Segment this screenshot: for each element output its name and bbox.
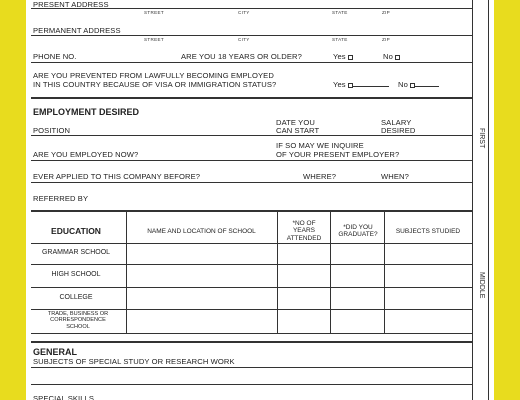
section-divider: [31, 341, 472, 343]
row-label-trade-school: TRADE, BUSINESS OR CORRESPONDENCE SCHOOL: [47, 311, 109, 330]
education-header: EDUCATION: [51, 226, 101, 236]
yes-blank[interactable]: [353, 80, 389, 87]
sidebar-first-label: FIRST: [478, 128, 485, 149]
graduate-header: *DID YOU GRADUATE?: [338, 224, 378, 239]
position-line[interactable]: [31, 135, 472, 136]
years-attended-header: *NO OF YEARS ATTENDED: [286, 220, 322, 242]
present-address-label: PRESENT ADDRESS: [33, 0, 109, 9]
table-row-divider[interactable]: [31, 287, 472, 288]
yes-label: Yes: [333, 52, 346, 61]
row-label-high-school: HIGH SCHOOL: [51, 271, 101, 278]
zip-sublabel: ZIP: [382, 10, 391, 15]
general-heading: GENERAL: [33, 347, 78, 357]
sidebar-border: [472, 0, 473, 400]
no-label: No: [398, 80, 408, 89]
employed-now-label: ARE YOU EMPLOYED NOW?: [33, 150, 139, 159]
age-no-option[interactable]: [383, 52, 400, 61]
prevented-question-line2: IN THIS COUNTRY BECAUSE OF VISA OR IMMIGRATION STATUS?: [33, 80, 277, 89]
state-sublabel: STATE: [332, 10, 348, 15]
employment-heading: EMPLOYMENT DESIRED: [33, 107, 140, 117]
applied-line[interactable]: [31, 182, 472, 183]
prevented-question-line1: ARE YOU PREVENTED FROM LAWFULLY BECOMING EMPLOYED: [33, 71, 274, 80]
applied-before-label: EVER APPLIED TO THIS COMPANY BEFORE?: [33, 172, 201, 181]
table-col-divider: [330, 211, 331, 333]
inquire-label-1: IF SO MAY WE INQUIRE: [276, 141, 364, 150]
street-sublabel: STREET: [144, 10, 164, 15]
special-study-line-2[interactable]: [31, 384, 472, 385]
sidebar-border: [488, 0, 489, 400]
where-label: WHERE?: [303, 172, 337, 181]
salary-label-2: DESIRED: [381, 126, 416, 135]
phone-line[interactable]: [31, 62, 472, 63]
street-sublabel: STREET: [144, 37, 164, 42]
permanent-address-label: PERMANENT ADDRESS: [33, 26, 121, 35]
table-col-divider: [277, 211, 278, 333]
inquire-label-2: OF YOUR PRESENT EMPLOYER?: [276, 150, 400, 159]
yes-label: Yes: [333, 80, 346, 89]
no-label: No: [383, 52, 393, 61]
table-bottom-line[interactable]: [31, 333, 472, 334]
date-start-label-1: DATE YOU: [276, 118, 315, 127]
zip-sublabel: ZIP: [382, 37, 391, 42]
phone-label: PHONE NO.: [33, 52, 77, 61]
no-checkbox[interactable]: [395, 55, 400, 60]
table-row-divider[interactable]: [31, 309, 472, 310]
city-sublabel: CITY: [238, 10, 250, 15]
school-name-header: NAME AND LOCATION OF SCHOOL: [147, 228, 256, 235]
no-blank[interactable]: [415, 80, 439, 87]
special-study-label: SUBJECTS OF SPECIAL STUDY OR RESEARCH WORK: [33, 357, 235, 366]
table-row-divider: [31, 243, 472, 244]
yes-checkbox[interactable]: [348, 55, 353, 60]
sidebar-middle-label: MIDDLE: [478, 272, 485, 299]
special-skills-label: SPECIAL SKILLS: [33, 394, 95, 400]
subjects-header: SUBJECTS STUDIED: [395, 228, 461, 235]
position-label: POSITION: [33, 126, 71, 135]
prevented-no-option[interactable]: [398, 80, 439, 89]
section-divider: [31, 210, 472, 212]
when-label: WHEN?: [381, 172, 409, 181]
date-start-label-2: CAN START: [276, 126, 320, 135]
row-label-grammar: GRAMMAR SCHOOL: [41, 249, 111, 256]
prevented-yes-option[interactable]: [333, 80, 389, 89]
employed-line[interactable]: [31, 160, 472, 161]
section-divider: [31, 97, 472, 99]
application-form: [26, 0, 494, 400]
row-label-college: COLLEGE: [59, 294, 93, 301]
special-study-line[interactable]: [31, 367, 472, 368]
age-yes-option[interactable]: [333, 52, 353, 61]
referred-by-label: REFERRED BY: [33, 194, 89, 203]
table-row-divider[interactable]: [31, 264, 472, 265]
city-sublabel: CITY: [238, 37, 250, 42]
age-question: ARE YOU 18 YEARS OR OLDER?: [181, 52, 302, 61]
state-sublabel: STATE: [332, 37, 348, 42]
salary-label-1: SALARY: [381, 118, 412, 127]
permanent-address-line[interactable]: [31, 35, 472, 36]
